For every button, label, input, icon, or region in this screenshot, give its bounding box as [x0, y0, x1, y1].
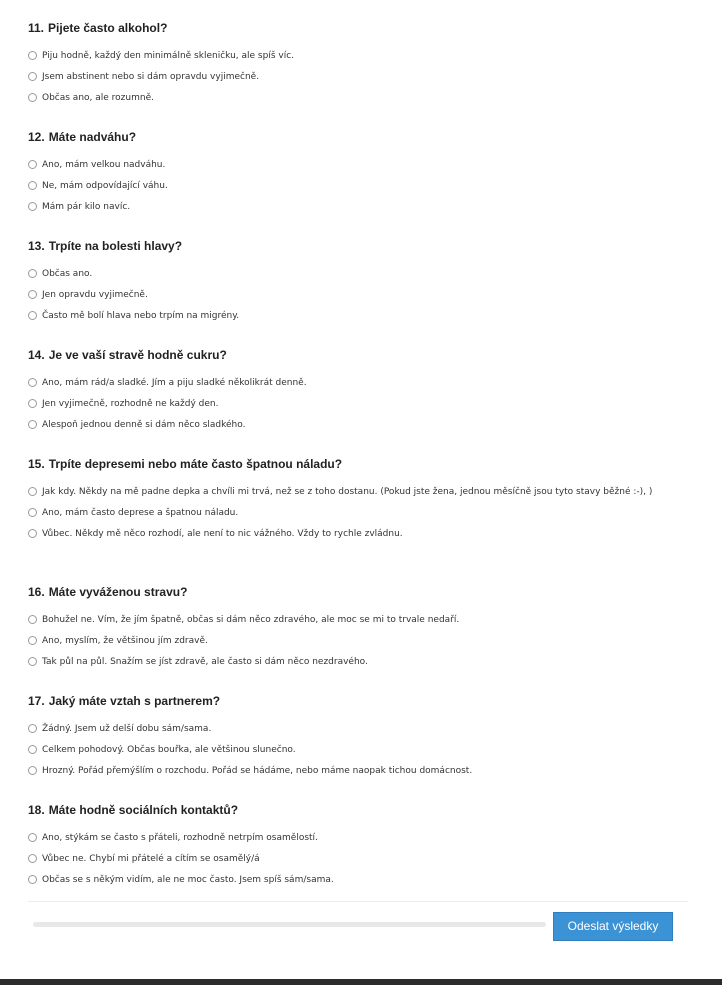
option-label: Ano, mám rád/a sladké. Jím a piju sladké několikrát denně. — [42, 378, 307, 388]
radio-icon[interactable] — [28, 724, 37, 733]
question-number: 17. — [28, 694, 45, 708]
option-label: Občas se s někým vidím, ale ne moc často. Jsem spíš sám/sama. — [42, 875, 334, 885]
option-label: Vůbec. Někdy mě něco rozhodí, ale není to nic vážného. Vždy to rychle zvládnu. — [42, 529, 403, 539]
radio-icon[interactable] — [28, 420, 37, 429]
radio-icon[interactable] — [28, 854, 37, 863]
option-label: Hrozný. Pořád přemýšlím o rozchodu. Pořád se hádáme, nebo máme naopak tichou domácnost. — [42, 766, 473, 776]
question-title — [28, 238, 688, 254]
option-radio-17c[interactable] — [28, 761, 688, 781]
question-11 — [28, 20, 688, 109]
question-15 — [28, 456, 688, 545]
question-title — [28, 129, 688, 145]
question-text: Jaký máte vztah s partnerem? — [48, 694, 221, 708]
option-label: Jen vyjimečně, rozhodně ne každý den. — [42, 399, 219, 409]
question-text: Máte nadváhu? — [48, 130, 137, 144]
question-text: Máte vyváženou stravu? — [48, 585, 188, 599]
option-label: Ne, mám odpovídající váhu. — [42, 181, 168, 191]
question-text: Trpíte na bolesti hlavy? — [48, 239, 183, 253]
radio-icon[interactable] — [28, 399, 37, 408]
radio-icon[interactable] — [28, 657, 37, 666]
question-title — [28, 802, 688, 818]
option-radio-15b[interactable] — [28, 503, 688, 523]
radio-icon[interactable] — [28, 202, 37, 211]
question-number: 15. — [28, 457, 45, 471]
question-number: 13. — [28, 239, 45, 253]
radio-icon[interactable] — [28, 378, 37, 387]
option-radio-12c[interactable] — [28, 197, 688, 217]
radio-icon[interactable] — [28, 269, 37, 278]
option-radio-12b[interactable] — [28, 176, 688, 196]
option-label: Piju hodně, každý den minimálně skleničku, ale spíš víc. — [42, 51, 294, 61]
option-label: Ano, stýkám se často s přáteli, rozhodně netrpím osamělostí. — [42, 833, 318, 843]
option-radio-14b[interactable] — [28, 394, 688, 414]
option-radio-11c[interactable] — [28, 88, 688, 108]
option-label: Alespoň jednou denně si dám něco sladkého. — [42, 420, 246, 430]
question-title — [28, 693, 688, 709]
question-text: Pijete často alkohol? — [48, 21, 168, 35]
option-label: Bohužel ne. Vím, že jím špatně, občas si dám něco zdravého, ale moc se mi to trvale nedaří. — [42, 615, 460, 625]
option-radio-17a[interactable] — [28, 719, 688, 739]
option-label: Jak kdy. Někdy na mě padne depka a chvíli mi trvá, než se z toho dostanu. (Pokud jste žena, jednou měsíčně jsou tyto stavy běžné :-), ) — [42, 487, 653, 497]
option-radio-13a[interactable] — [28, 264, 688, 284]
question-title — [28, 347, 688, 363]
question-number: 11. — [28, 21, 45, 35]
radio-icon[interactable] — [28, 72, 37, 81]
option-label: Jsem abstinent nebo si dám opravdu vyjimečně. — [42, 72, 260, 82]
option-radio-13b[interactable] — [28, 285, 688, 305]
radio-icon[interactable] — [28, 875, 37, 884]
option-radio-18a[interactable] — [28, 828, 688, 848]
option-label: Mám pár kilo navíc. — [42, 202, 131, 212]
radio-icon[interactable] — [28, 615, 37, 624]
option-radio-11b[interactable] — [28, 67, 688, 87]
radio-icon[interactable] — [28, 833, 37, 842]
option-radio-16b[interactable] — [28, 631, 688, 651]
option-label: Ano, myslím, že většinou jím zdravě. — [42, 636, 208, 646]
radio-icon[interactable] — [28, 311, 37, 320]
question-title — [28, 456, 688, 472]
question-text: Trpíte depresemi nebo máte často špatnou náladu? — [48, 457, 343, 471]
progress-bar — [33, 922, 546, 927]
radio-icon[interactable] — [28, 160, 37, 169]
radio-icon[interactable] — [28, 636, 37, 645]
option-label: Ano, mám velkou nadváhu. — [42, 160, 166, 170]
option-label: Tak půl na půl. Snažím se jíst zdravě, ale často si dám něco nezdravého. — [42, 657, 368, 667]
radio-icon[interactable] — [28, 529, 37, 538]
option-radio-13c[interactable] — [28, 306, 688, 326]
option-radio-15c[interactable] — [28, 524, 688, 544]
radio-icon[interactable] — [28, 487, 37, 496]
radio-icon[interactable] — [28, 508, 37, 517]
option-label: Celkem pohodový. Občas bouřka, ale většinou slunečno. — [42, 745, 296, 755]
option-radio-16a[interactable] — [28, 610, 688, 630]
radio-icon[interactable] — [28, 181, 37, 190]
option-label: Občas ano, ale rozumně. — [42, 93, 154, 103]
option-label: Žádný. Jsem už delší dobu sám/sama. — [42, 724, 212, 734]
question-number: 18. — [28, 803, 45, 817]
question-13 — [28, 238, 688, 327]
option-radio-14a[interactable] — [28, 373, 688, 393]
option-radio-14c[interactable] — [28, 415, 688, 435]
question-16 — [28, 584, 688, 673]
question-title — [28, 20, 688, 36]
question-17 — [28, 693, 688, 782]
option-label: Často mě bolí hlava nebo trpím na migrény. — [42, 311, 240, 321]
question-number: 16. — [28, 585, 45, 599]
option-label: Ano, mám často deprese a špatnou náladu. — [42, 508, 239, 518]
option-radio-12a[interactable] — [28, 155, 688, 175]
radio-icon[interactable] — [28, 51, 37, 60]
option-label: Vůbec ne. Chybí mi přátelé a cítím se osamělý/á — [42, 854, 260, 864]
option-radio-11a[interactable] — [28, 46, 688, 66]
radio-icon[interactable] — [28, 766, 37, 775]
submit-results-button[interactable]: Odeslat výsledky — [553, 912, 673, 941]
option-radio-16c[interactable] — [28, 652, 688, 672]
question-text: Máte hodně sociálních kontaktů? — [48, 803, 239, 817]
bottom-bar — [0, 979, 722, 985]
option-radio-18b[interactable] — [28, 849, 688, 869]
option-radio-15a[interactable] — [28, 482, 688, 502]
footer-divider — [28, 901, 688, 902]
question-12 — [28, 129, 688, 218]
radio-icon[interactable] — [28, 290, 37, 299]
question-number: 12. — [28, 130, 45, 144]
option-label: Jen opravdu vyjimečně. — [42, 290, 148, 300]
option-radio-18c[interactable] — [28, 870, 688, 890]
question-14 — [28, 347, 688, 436]
question-18 — [28, 802, 688, 891]
question-title — [28, 584, 688, 600]
question-number: 14. — [28, 348, 45, 362]
radio-icon[interactable] — [28, 745, 37, 754]
option-label: Občas ano. — [42, 269, 93, 279]
radio-icon[interactable] — [28, 93, 37, 102]
option-radio-17b[interactable] — [28, 740, 688, 760]
question-text: Je ve vaší stravě hodně cukru? — [48, 348, 227, 362]
